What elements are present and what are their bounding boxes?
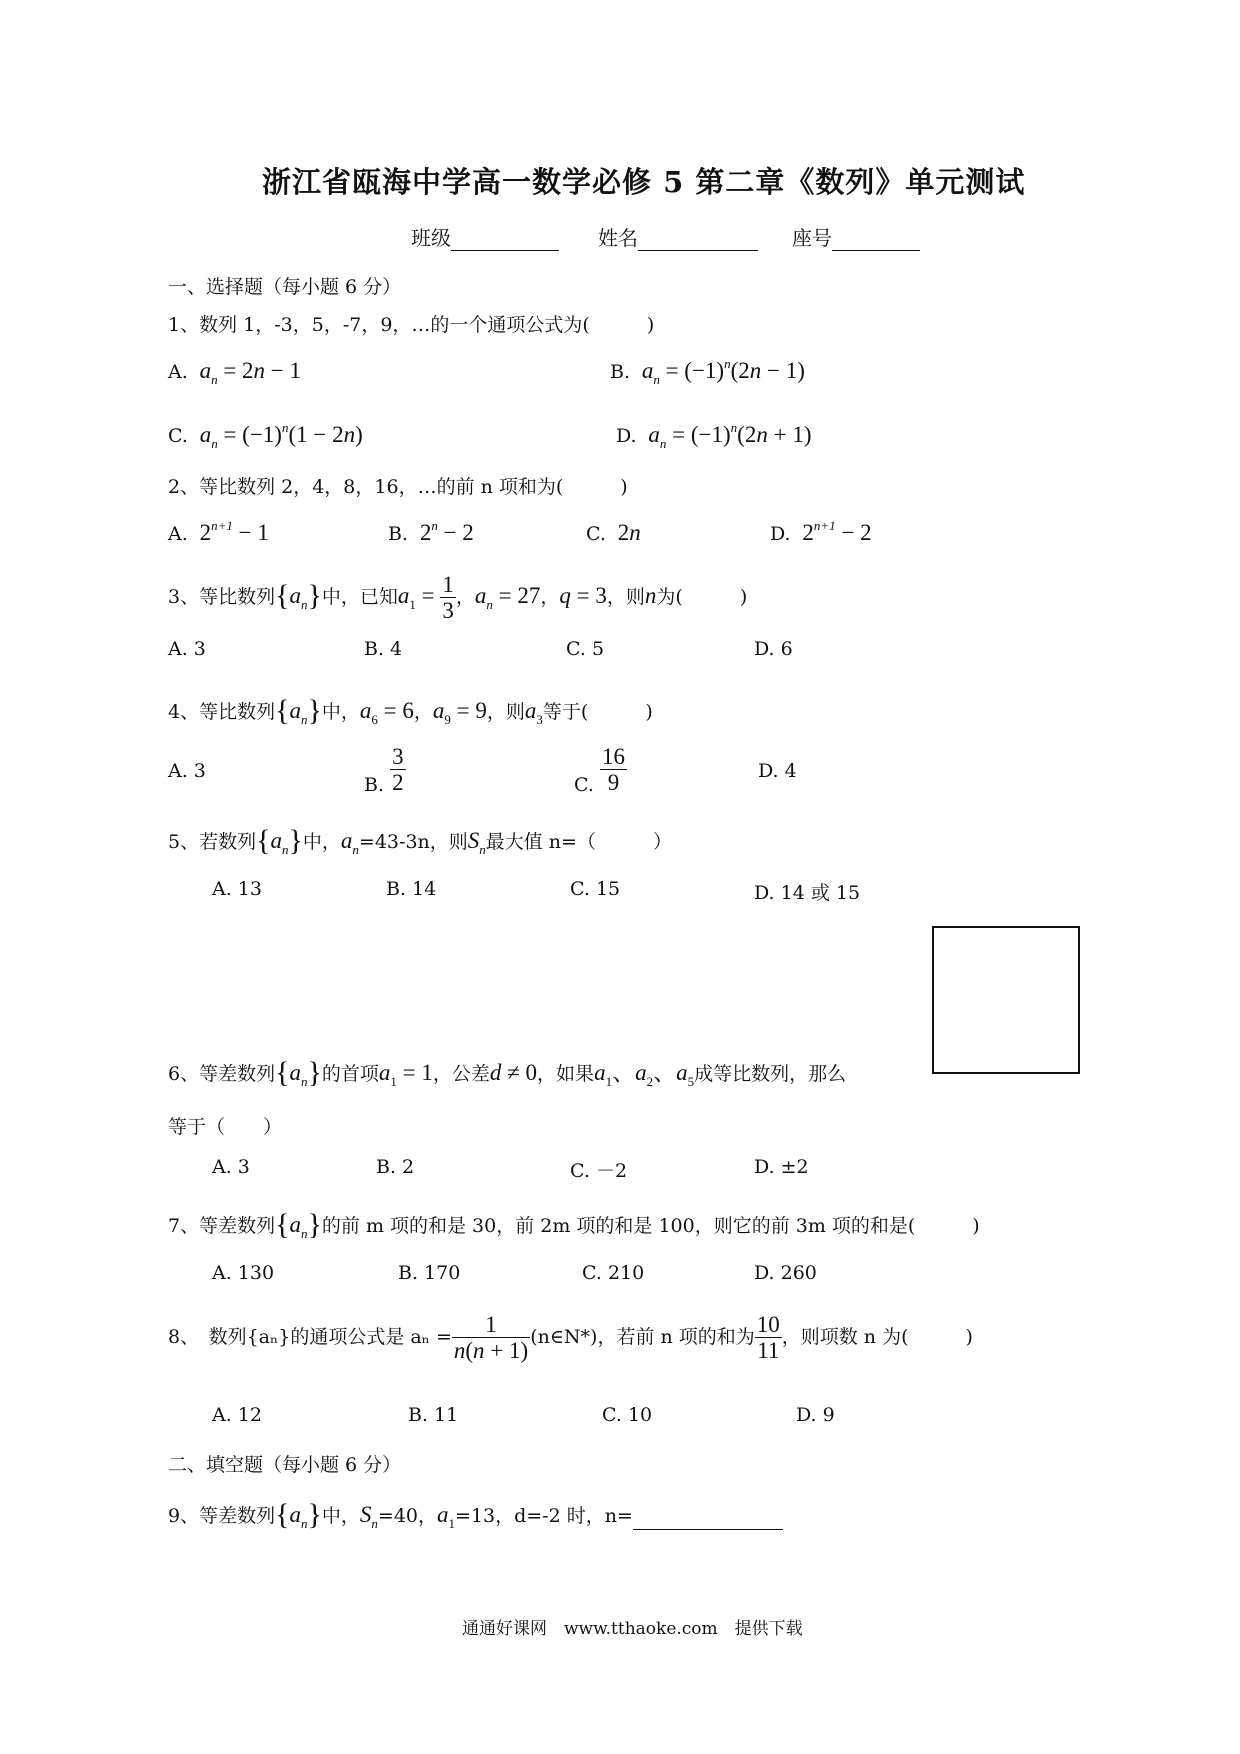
q3-n: n [644, 582, 657, 608]
q4-mid3: ，则 [486, 701, 525, 723]
q2-stem: 2、等比数列 2，4，8，16，…的前 n 项和为( ) [168, 476, 628, 498]
q5-sn: $S_n$ [467, 828, 486, 857]
q5-tail: 最大值 n=（ ） [485, 831, 672, 853]
q4-stem [168, 692, 653, 726]
q4-prefix: 4、等比数列 [168, 701, 276, 723]
page-title: 浙江省瓯海中学高一数学必修 5 第二章《数列》单元测试 [262, 165, 1026, 199]
q9-mid3: =13，d=-2 时，n= [455, 1505, 633, 1527]
q8-mid: (n∈N*)，若前 n 项的和为 [530, 1325, 755, 1348]
q6-option-b[interactable]: B. 2 [376, 1156, 415, 1178]
q5-stem [168, 822, 672, 856]
q8-prefix: 8、 数列{aₙ}的通项公式是 aₙ = [168, 1325, 452, 1348]
seat-blank[interactable] [832, 228, 920, 251]
q8-option-a[interactable]: A. 12 [212, 1404, 262, 1426]
q6-a1: $a_1 = 1$ [378, 1060, 433, 1089]
q8-option-c[interactable]: C. 10 [602, 1404, 653, 1426]
q6-mid2: ，公差 [432, 1063, 490, 1085]
q6-d: d ≠ 0 [489, 1060, 538, 1085]
q7-stem [168, 1206, 980, 1240]
q6-stem [168, 1054, 846, 1088]
q2-option-d[interactable] [770, 520, 872, 546]
q9-answer-blank[interactable] [633, 1507, 783, 1530]
q7-tail: 的前 m 项的和是 30，前 2m 项的和是 100，则它的前 3m 项的和是( ) [321, 1215, 980, 1237]
q1-c-label: C. [168, 425, 188, 447]
q9-sn: $S_n$ [359, 1502, 378, 1531]
class-label: 班级 [411, 226, 451, 250]
q4-option-b[interactable] [364, 744, 406, 796]
q3-mid2: ， [455, 585, 475, 608]
q5-prefix: 5、若数列 [168, 831, 257, 853]
q1-b-label: B. [610, 361, 631, 383]
q1-b-formula: $a_n = (-1)^n(2n - 1)$ [641, 356, 805, 387]
q7-prefix: 7、等差数列 [168, 1215, 276, 1237]
q3-option-d[interactable]: D. 6 [754, 638, 793, 660]
q8-tail: ，则项数 n 为( ) [781, 1325, 973, 1348]
q3-option-a[interactable]: A. 3 [168, 638, 206, 660]
q6-prefix: 6、等差数列 [168, 1063, 276, 1085]
q1-option-d[interactable] [616, 420, 812, 451]
q7-option-d[interactable]: D. 260 [754, 1262, 817, 1284]
q2-b-formula: $2^n - 2$ [414, 518, 474, 545]
q6-mid1: 的首项 [321, 1063, 379, 1085]
q2-option-a[interactable] [168, 520, 269, 546]
q6-option-a[interactable]: A. 3 [212, 1156, 250, 1178]
q2-option-c[interactable] [586, 520, 641, 546]
page-footer: 通通好课网 www.tthaoke.com 提供下载 [462, 1619, 803, 1639]
q9-a1: $a_1$ [437, 1502, 456, 1531]
q6-terms: $a_1$、$a_2$、$a_5$ [594, 1060, 695, 1089]
q1-d-formula: $a_n = (-1)^n(2n + 1)$ [648, 420, 812, 451]
q6-mid3: ，如果 [537, 1063, 595, 1085]
q1-a-formula: $a_n = 2n - 1$ [199, 358, 302, 387]
q4-a6: $a_6 = 6$ [359, 698, 414, 727]
q7-option-b[interactable]: B. 170 [398, 1262, 461, 1284]
class-field[interactable] [411, 222, 559, 251]
q5-seq: $\{a_n\}$ [256, 824, 303, 857]
q2-d-formula: $2^{n+1} - 2$ [796, 518, 872, 545]
q3-tail: 为( ) [656, 585, 748, 608]
q1-c-formula: $a_n = (-1)^n(1 - 2n)$ [199, 420, 363, 451]
q3-an: $a_n = 27$ [474, 582, 541, 612]
q5-option-c[interactable]: C. 15 [570, 878, 621, 900]
q5-option-d[interactable]: D. 14 或 15 [754, 882, 861, 904]
q2-c-label: C. [586, 523, 606, 545]
name-field[interactable] [598, 222, 758, 251]
q7-option-a[interactable]: A. 130 [212, 1262, 275, 1284]
q4-option-c[interactable] [574, 744, 627, 796]
q9-mid1: 中， [321, 1505, 360, 1527]
q3-option-c[interactable]: C. 5 [566, 638, 605, 660]
q2-a-formula: $2^{n+1} - 1$ [193, 518, 269, 545]
q1-option-a[interactable] [168, 358, 302, 387]
q5-mid1: 中， [302, 831, 341, 853]
q6-tail: 成等比数列，那么 [694, 1063, 847, 1085]
q1-option-b[interactable] [610, 356, 805, 387]
q4-seq: $\{a_n\}$ [275, 694, 322, 727]
q4-mid2: ， [413, 701, 433, 723]
q8-option-b[interactable]: B. 11 [408, 1404, 459, 1426]
q1-option-c[interactable] [168, 420, 363, 451]
q8-stem [168, 1312, 973, 1364]
q3-mid3: ， [540, 585, 560, 608]
name-label: 姓名 [598, 226, 638, 250]
q4-mid1: 中， [321, 701, 360, 723]
q5-option-a[interactable]: A. 13 [212, 878, 262, 900]
name-blank[interactable] [638, 228, 758, 251]
q6-seq: $\{a_n\}$ [275, 1056, 322, 1089]
q3-q: q = 3 [559, 582, 607, 608]
class-blank[interactable] [451, 228, 559, 251]
q5-option-b[interactable]: B. 14 [386, 878, 437, 900]
q2-c-formula: 2n [611, 520, 641, 545]
q3-a1: $a_1$ = [397, 582, 441, 612]
q4-tail: 等于( ) [542, 701, 653, 723]
q5-mid2: =43-3n，则 [358, 831, 468, 853]
q3-seq: $\{a_n\}$ [275, 578, 322, 612]
q8-sum-frac: $\frac{10}{11}$ [756, 1312, 780, 1364]
q6-option-c[interactable]: C. －2 [570, 1160, 628, 1182]
q1-a-label: A. [168, 361, 188, 383]
seat-field[interactable] [792, 222, 920, 251]
q3-prefix: 3、等比数列 [168, 585, 276, 608]
q4-option-d[interactable]: D. 4 [758, 760, 797, 782]
q9-mid2: =40， [377, 1505, 438, 1527]
q4-c-label: C. [574, 773, 594, 796]
q8-option-d[interactable]: D. 9 [796, 1404, 835, 1426]
q1-stem: 1、数列 1，-3，5，-7，9，…的一个通项公式为( ) [168, 314, 655, 336]
q9-prefix: 9、等差数列 [168, 1505, 276, 1527]
q7-seq: $\{a_n\}$ [275, 1208, 322, 1241]
q3-stem [168, 572, 747, 624]
q3-option-b[interactable]: B. 4 [364, 638, 403, 660]
answer-box [932, 926, 1080, 1074]
section1-heading: 一、选择题（每小题 6 分） [168, 276, 402, 298]
q2-b-label: B. [388, 523, 409, 545]
q8-an-frac: $\frac{1}{n(n + 1)}$ [453, 1312, 529, 1364]
q6-cont: 等于（ ） [168, 1116, 283, 1138]
seat-label: 座号 [792, 226, 832, 250]
section2-heading: 二、填空题（每小题 6 分） [168, 1454, 402, 1476]
q2-option-b[interactable] [388, 520, 474, 546]
q1-d-label: D. [616, 425, 637, 447]
q9-stem [168, 1496, 783, 1530]
q9-seq: $\{a_n\}$ [275, 1498, 322, 1531]
q6-option-d[interactable]: D. ±2 [754, 1156, 809, 1178]
q2-a-label: A. [168, 523, 188, 545]
q2-d-label: D. [770, 523, 791, 545]
q4-a9: $a_9 = 9$ [432, 698, 487, 727]
q4-b-frac: $\frac{3}{2}$ [392, 744, 404, 796]
q3-mid1: 中，已知 [321, 585, 398, 608]
q7-option-c[interactable]: C. 210 [582, 1262, 645, 1284]
q4-c-frac: $\frac{16}{9}$ [601, 744, 625, 796]
q4-b-label: B. [364, 773, 385, 796]
q5-an: $a_n$ [340, 828, 359, 857]
q3-a1-frac: $\frac{1}{3}$ [442, 572, 454, 624]
q4-a3: $a_3$ [524, 698, 543, 727]
q4-option-a[interactable]: A. 3 [168, 760, 206, 782]
q3-mid4: ，则 [606, 585, 645, 608]
